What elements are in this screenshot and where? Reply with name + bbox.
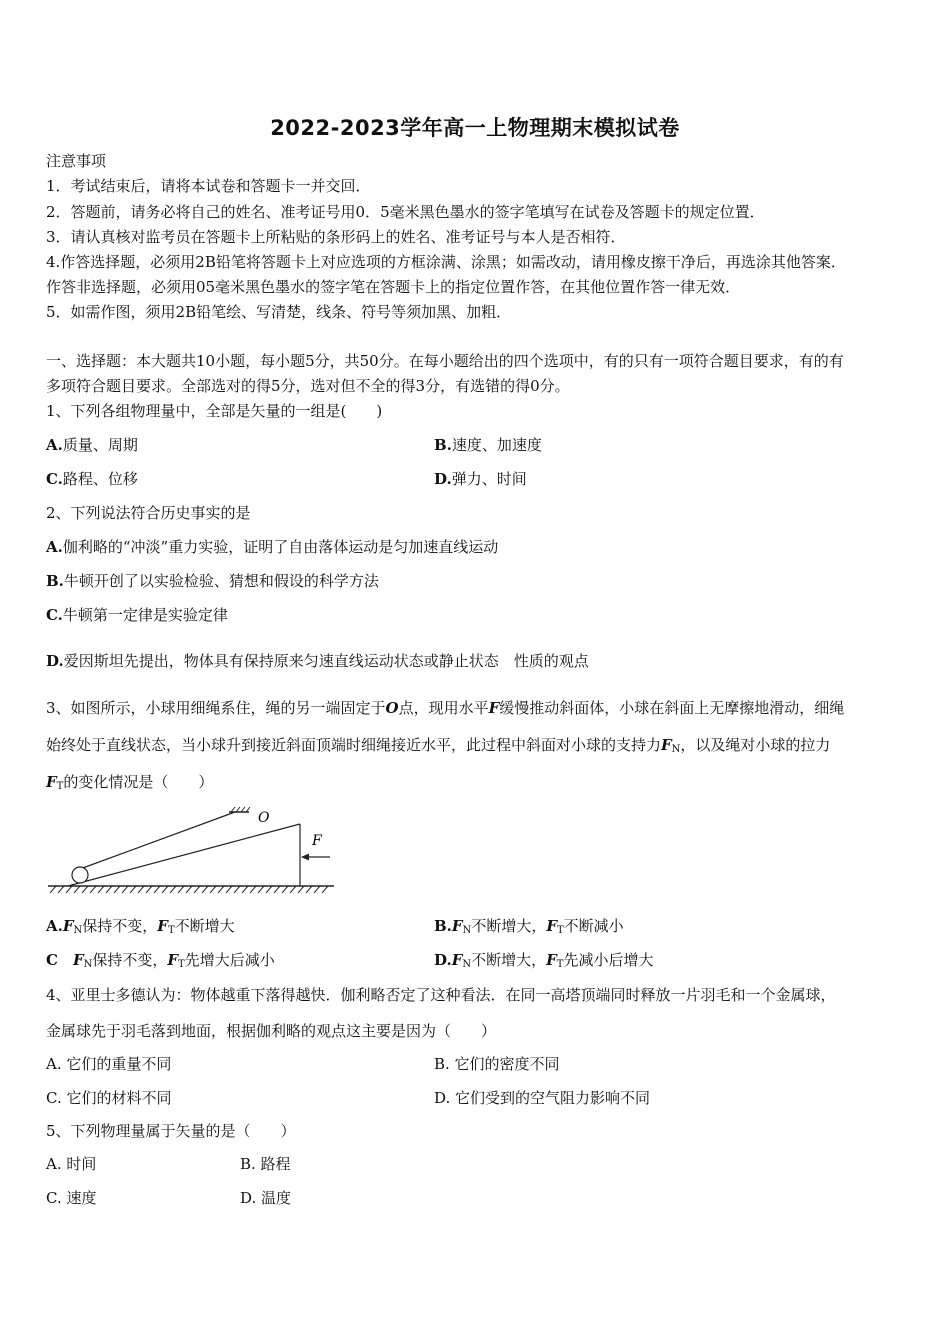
symbol: F <box>661 736 672 754</box>
option-text: 质量、周期 <box>62 436 138 454</box>
incline-slope <box>68 824 300 886</box>
question-4-stem-line-2: 金属球先于羽毛落到地面，根据伽利略的观点这主要是因为（ ） <box>46 1022 497 1040</box>
question-2-option-d <box>46 651 589 671</box>
symbol-fn <box>661 736 680 754</box>
option-text: 路程、位移 <box>62 470 138 488</box>
option-key: B. <box>46 572 64 590</box>
symbol: F <box>62 917 74 935</box>
text: 不断减小 <box>563 917 624 935</box>
notes-item-4-continued: 作答非选择题，必须用05毫米黑色墨水的签字笔在答题卡上的指定位置作答，在其他位置作答一律无效． <box>46 278 741 296</box>
symbol-o: O <box>385 699 399 717</box>
option-key: D. <box>434 470 452 488</box>
option-key: D. <box>434 951 452 969</box>
text: 始终处于直线状态，当小球升到接近斜面顶端时细绳接近水平，此过程中斜面对小球的支持力 <box>46 736 662 754</box>
question-3-stem-line-2 <box>46 735 830 760</box>
subscript: T <box>556 959 564 970</box>
text: 保持不变， <box>92 951 168 969</box>
section-instructions-line-2: 多项符合题目要求。全部选对的得5分，选对但不全的得3分，有选错的得0分。 <box>46 377 570 395</box>
label-o: O <box>258 810 270 826</box>
notes-heading: 注意事项 <box>46 152 107 170</box>
question-3-option-a <box>46 916 235 941</box>
notes-item-2: 2．答题前，请务必将自己的姓名、准考证号用0．5毫米黑色墨水的签字笔填写在试卷及答题卡的规定位置． <box>46 203 765 221</box>
subscript: N <box>73 925 83 936</box>
question-3-option-b <box>434 916 624 941</box>
subscript: N <box>83 959 93 970</box>
page-title: 2022-2023学年高一上物理期末模拟试卷 <box>270 116 680 140</box>
rope <box>80 812 235 869</box>
label-f: F <box>312 833 322 849</box>
text: 保持不变， <box>82 917 158 935</box>
ball <box>72 867 88 883</box>
text: 不断增大 <box>174 917 235 935</box>
text: 3、如图所示，小球用细绳系住，绳的另一端固定于 <box>46 699 386 717</box>
question-4-option-c: C. 它们的材料不同 <box>46 1089 172 1107</box>
symbol: F <box>451 917 463 935</box>
notes-item-4: 4.作答选择题，必须用2B铅笔将答题卡上对应选项的方框涂满、涂黑；如需改动，请用橡皮擦干净后，再选涂其他答案． <box>46 253 846 271</box>
option-key: B. <box>434 917 452 935</box>
subscript: T <box>167 925 175 936</box>
symbol: F <box>167 951 179 969</box>
question-1-option-d <box>434 469 527 489</box>
question-2-option-b <box>46 571 379 591</box>
section-instructions-line-1: 一、选择题：本大题共10小题，每小题5分，共50分。在每小题给出的四个选项中，有的只有一项符合题目要求，有的有 <box>46 352 844 370</box>
option-key: A. <box>46 538 63 556</box>
question-2-option-a <box>46 537 498 557</box>
question-1-stem: 1、下列各组物理量中，全部是矢量的一组是( ) <box>46 402 383 420</box>
option-text: 弹力、时间 <box>451 470 527 488</box>
question-3-stem-line-1 <box>46 698 844 718</box>
option-text: 牛顿开创了以实验检验、猜想和假设的科学方法 <box>63 572 379 590</box>
subscript: T <box>178 959 185 970</box>
text: 点，现用水平 <box>398 699 489 717</box>
question-4-option-d: D. 它们受到的空气阻力影响不同 <box>434 1089 651 1107</box>
subscript: T <box>556 925 564 936</box>
subscript: N <box>462 925 472 936</box>
option-text: 速度、加速度 <box>451 436 542 454</box>
symbol: F <box>546 951 557 969</box>
question-5-option-a: A. 时间 <box>46 1155 97 1173</box>
text: 先减小后增大 <box>563 951 654 969</box>
symbol: F <box>46 773 57 791</box>
symbol-ft <box>46 773 63 791</box>
subscript: N <box>462 959 472 970</box>
subscript: T <box>56 781 64 792</box>
question-4-option-a: A. 它们的重量不同 <box>46 1055 172 1073</box>
option-key: C. <box>46 606 63 624</box>
question-4-option-b: B. 它们的密度不同 <box>434 1055 560 1073</box>
symbol: F <box>157 917 168 935</box>
option-key: C <box>46 951 73 969</box>
text: ，以及绳对小球的拉力 <box>680 736 831 754</box>
question-3-option-c <box>46 950 275 975</box>
question-3-stem-line-3 <box>46 772 213 797</box>
question-1-option-a <box>46 435 138 455</box>
question-1-option-c <box>46 469 138 489</box>
text: 的变化情况是（ ） <box>63 773 214 791</box>
option-key: C. <box>46 470 63 488</box>
ceiling-hatching <box>231 807 250 812</box>
question-5-option-b: B. 路程 <box>240 1155 291 1173</box>
notes-item-5: 5．如需作图，须用2B铅笔绘、写清楚，线条、符号等须加黑、加粗． <box>46 303 512 321</box>
symbol: F <box>72 951 84 969</box>
question-5-option-c: C. 速度 <box>46 1189 97 1207</box>
text: 缓慢推动斜面体，小球在斜面上无摩擦地滑动，细绳 <box>499 699 845 717</box>
text: 先增大后减小 <box>184 951 275 969</box>
question-2-option-c <box>46 605 228 625</box>
option-text: 爱因斯坦先提出，物体具有保持原来匀速直线运动状态或静止状态 性质的观点 <box>63 652 589 670</box>
symbol: F <box>451 951 463 969</box>
notes-item-1: 1．考试结束后，请将本试卷和答题卡一并交回． <box>46 177 371 195</box>
incline-ball-figure <box>46 800 346 900</box>
text: 不断增大， <box>471 951 547 969</box>
question-1-option-b <box>434 435 542 455</box>
notes-item-3: 3．请认真核对监考员在答题卡上所粘贴的条形码上的姓名、准考证号与本人是否相符． <box>46 228 626 246</box>
option-key: B. <box>434 436 452 454</box>
question-5-option-d: D. 温度 <box>240 1189 292 1207</box>
option-text: 伽利略的“冲淡”重力实验，证明了自由落体运动是匀加速直线运动 <box>62 538 499 556</box>
symbol-f: F <box>488 699 500 717</box>
force-arrow-head <box>301 854 309 861</box>
option-key: A. <box>46 917 63 935</box>
option-key: A. <box>46 436 63 454</box>
symbol: F <box>546 917 557 935</box>
text: 不断增大， <box>471 917 547 935</box>
option-text: 牛顿第一定律是实验定律 <box>62 606 228 624</box>
question-3-option-d <box>434 950 653 975</box>
subscript: N <box>671 744 681 755</box>
option-key: D. <box>46 652 64 670</box>
question-4-stem-line-1: 4、亚里士多德认为：物体越重下落得越快．伽利略否定了这种看法．在同一高塔顶端同时释放一片羽毛和一个金属球， <box>46 986 836 1004</box>
question-5-stem: 5、下列物理量属于矢量的是（ ） <box>46 1122 296 1140</box>
question-2-stem: 2、下列说法符合历史事实的是 <box>46 504 251 522</box>
ground-hatching <box>50 886 328 893</box>
